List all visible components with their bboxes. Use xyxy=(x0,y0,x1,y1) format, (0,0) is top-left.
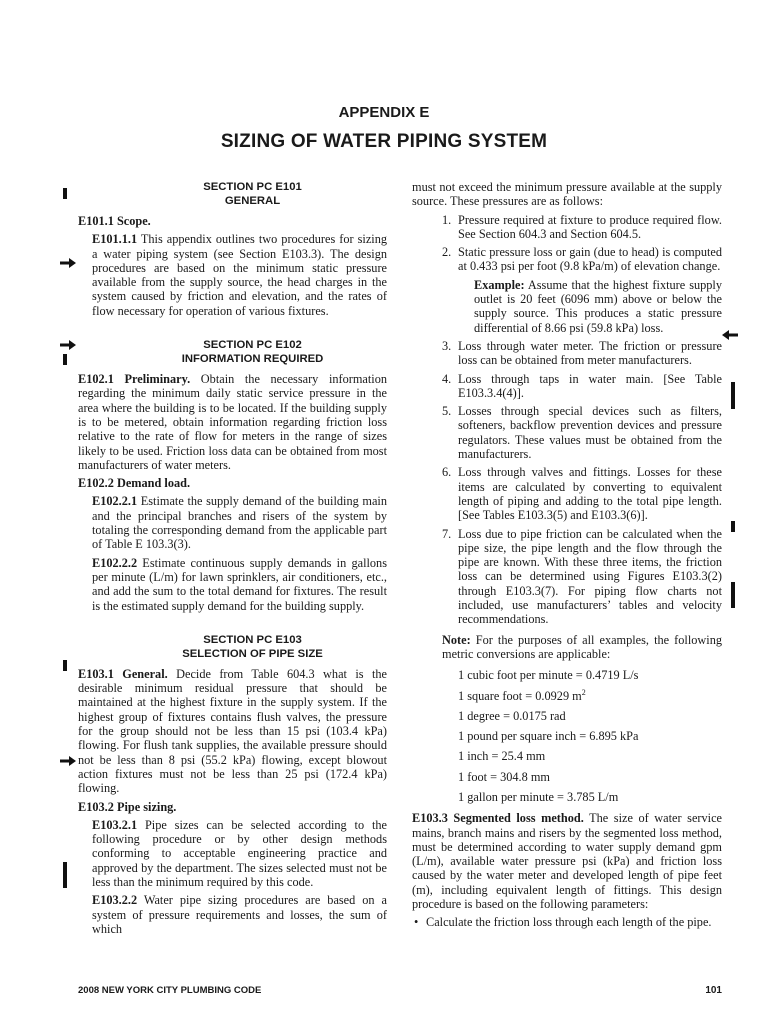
example-text: Assume that the highest fixture supply outlet is 20 feet (6096 mm) above or below the supply source. This produces a static pressure differential of 8.66 psi (59.8 kPa) loss. xyxy=(474,277,722,335)
list-number: 5. xyxy=(442,404,452,419)
conversion-list xyxy=(412,665,722,807)
list-item xyxy=(412,245,722,274)
conversion-item: 1 square foot = 0.0929 $m^2$ xyxy=(458,687,586,703)
superscript: 2 xyxy=(581,687,586,697)
section-number: SECTION PC E101 xyxy=(203,181,302,193)
paragraph-e103-3 xyxy=(412,811,722,911)
conversion-item: 1 cubic foot per minute = 0.4719 L/s xyxy=(458,668,639,683)
bullet-item xyxy=(412,915,722,929)
subsection-heading: E103.3 Segmented loss method. xyxy=(412,811,584,826)
list-text: Loss due to pipe friction can be calculated when the pipe size, the pipe length and the flow through the pipe are known. With these three items, the friction loss can be determined using Figures E103.3(2) through E103.3(7). For piping flow charts not included, use manufacturers’ tables and velocity recommendations. xyxy=(458,526,722,627)
subsection-heading: E103.2 Pipe sizing. xyxy=(78,799,177,814)
bullet-text: Calculate the friction loss through each length of the pipe. xyxy=(426,915,712,930)
list-item xyxy=(412,527,722,627)
list-number: 7. xyxy=(442,526,452,541)
revision-bar-icon xyxy=(731,521,735,532)
list-number: 3. xyxy=(442,338,452,353)
page-number: 101 xyxy=(705,985,722,996)
list-text: Pressure required at fixture to produce required flow. See Section 604.3 and Section 604.5. xyxy=(458,212,722,241)
conversion-item: 1 pound per square inch = 6.895 kPa xyxy=(458,729,639,744)
paragraph-text: Obtain the necessary information regarding the minimum daily static service pressure in the area where the building is to be located. If the building supply is to be metered, obtain information regarding friction loss relative to the rate of flow for meters in the range of sizes likely to be used. Friction loss data can be obtained from most manufacturers of water meters. xyxy=(78,372,388,472)
paragraph-e103-1 xyxy=(78,667,387,796)
revision-bar-icon xyxy=(63,862,67,888)
paragraph-e101-1-1 xyxy=(78,232,387,318)
paragraph-e103-2 xyxy=(78,800,387,814)
revision-arrow-right-icon xyxy=(60,258,76,268)
section-heading-e102 xyxy=(78,338,387,366)
list-number: 1. xyxy=(442,212,452,227)
note-text: For the purposes of all examples, the following metric conversions are applicable: xyxy=(442,632,722,661)
list-number: 2. xyxy=(442,245,452,260)
note-heading: Note: xyxy=(442,632,471,647)
right-column xyxy=(412,180,722,930)
paragraph-e102-1 xyxy=(78,372,387,472)
paragraph-e101-1 xyxy=(78,214,387,228)
paragraph-text: Pipe sizes can be selected according to the following procedure or by other design methods conforming to acceptable engineering practice and approved by the department. The sizes selected must not be less than the minimum required by this code. xyxy=(92,817,387,889)
list-text: Loss through water meter. The friction or pressure loss can be obtained from meter manufacturers. xyxy=(458,338,722,368)
section-number: SECTION PC E103 xyxy=(203,633,302,646)
revision-arrow-left-icon xyxy=(722,330,738,340)
conversion-item: 1 foot = 304.8 mm xyxy=(458,769,550,784)
page-title: SIZING OF WATER PIPING SYSTEM xyxy=(220,131,548,152)
section-number: SECTION PC E102 xyxy=(203,339,302,352)
paragraph-pressures-intro: must not exceed the minimum pressure available at the supply source. These pressures are as follows: xyxy=(412,180,722,209)
subsection-heading: E102.2.2 xyxy=(92,555,138,570)
revision-arrow-right-icon xyxy=(60,756,76,766)
revision-bar-icon xyxy=(63,188,67,199)
paragraph-text: Estimate the supply demand of the building main and the principal branches and risers of the system by totaling the corresponding demand from the applicable part of Table E 103.3(3). xyxy=(92,494,387,552)
paragraph-text: Decide from Table 604.3 what is the desirable minimum residual pressure that should be maintained at the highest fixture in the supply system. If the highest group of fixtures contains flush valves, the pressure for the group should not be less than 15 psi (103.4 kPa) flowing. For flush tank supplies, the available pressure should not be less than 8 psi (55.2 kPa) flowing, except blowout action fixtures must not be less than 25 psi (172.4 kPa) flowing. xyxy=(78,666,387,796)
paragraph-e102-2 xyxy=(78,476,387,490)
conversion-item: 1 degree = 0.0175 rad xyxy=(458,708,566,723)
paragraph-text: This appendix outlines two procedures for sizing a water piping system (see Section E103.3). The design procedures are based on the minimum static pressure available from the supply source, the head charges in the system caused by friction and elevation, and the rates of flow necessary for operation of various fixtures. xyxy=(92,232,387,318)
revision-bar-icon xyxy=(731,382,735,409)
paragraph-e103-2-2 xyxy=(78,893,387,936)
left-column xyxy=(78,180,387,940)
paragraph-e102-2-1 xyxy=(78,494,387,551)
example-block xyxy=(412,278,722,335)
revision-bar-icon xyxy=(63,660,67,671)
section-title: SELECTION OF PIPE SIZE xyxy=(182,647,323,660)
subsection-heading: E102.2.1 xyxy=(92,494,138,509)
paragraph-text: Estimate continuous supply demands in gallons per minute (L/m) for lawn sprinklers, air conditioners, etc., and add the sum to the total demand for fixtures. The result is the estimated supply demand for the building supply. xyxy=(92,555,387,613)
section-title: INFORMATION REQUIRED xyxy=(181,353,324,366)
paragraph-e103-2-1 xyxy=(78,818,387,889)
list-item xyxy=(412,339,722,368)
subsection-heading: E102.1 Preliminary. xyxy=(78,372,191,387)
paragraph-e102-2-2 xyxy=(78,556,387,613)
list-item xyxy=(412,372,722,401)
list-number: 6. xyxy=(442,465,452,480)
list-item xyxy=(412,465,722,522)
section-heading-e103 xyxy=(78,633,387,661)
footer-title: 2008 NEW YORK CITY PLUMBING CODE xyxy=(78,985,262,996)
appendix-label: APPENDIX E xyxy=(338,104,430,121)
list-text: Loss through valves and fittings. Losses for these items are calculated by converting to equivalent length of piping and adding to the total pipe length. [See Tables E103.3(5) and E103.3(6)]. xyxy=(458,465,722,523)
subsection-heading: E103.1 General. xyxy=(78,666,168,681)
list-text: Loss through taps in water main. [See Table E103.3.4(4)]. xyxy=(458,371,722,400)
conversion-item: 1 gallon per minute = 3.785 L/m xyxy=(458,789,619,804)
conversion-item: 1 inch = 25.4 mm xyxy=(458,749,546,764)
pressure-list xyxy=(412,213,722,627)
list-text: Losses through special devices such as filters, softeners, backflow prevention devices and pressure regulators. These values must be obtained from the manufacturers. xyxy=(458,404,722,462)
revision-arrow-right-icon xyxy=(60,340,76,350)
list-item xyxy=(412,404,722,461)
subsection-heading: E103.2.1 xyxy=(92,817,138,832)
bullet-icon: • xyxy=(414,915,419,930)
list-number: 4. xyxy=(442,371,452,386)
subsection-heading: E101.1.1 xyxy=(92,232,138,247)
note-paragraph xyxy=(412,633,722,662)
subsection-heading: E103.2.2 xyxy=(92,893,138,908)
subsection-heading: E101.1 Scope. xyxy=(78,214,151,228)
subsection-heading: E102.2 Demand load. xyxy=(78,476,191,491)
paragraph-text: Water pipe sizing procedures are based on a system of pressure requirements and losses, the sum of which xyxy=(92,893,387,936)
list-text: Static pressure loss or gain (due to head) is computed at 0.433 psi per foot (9.8 kPa/m) of elevation change. xyxy=(458,245,722,274)
paragraph-text: The size of water service mains, branch mains and risers by the segmented loss method, must be determined according to water supply demand gpm (L/m), available water pressure psi (kPa) and friction loss caused by the water meter and developed length of pipe feet (m), including equivalent length of fittings. This design procedure is based on the following parameters: xyxy=(412,811,722,912)
section-title: GENERAL xyxy=(224,195,281,207)
revision-bar-icon xyxy=(63,354,67,365)
list-item xyxy=(412,213,722,242)
section-heading-e101 xyxy=(78,180,387,208)
revision-bar-icon xyxy=(731,582,735,608)
example-heading: Example: xyxy=(474,277,525,292)
